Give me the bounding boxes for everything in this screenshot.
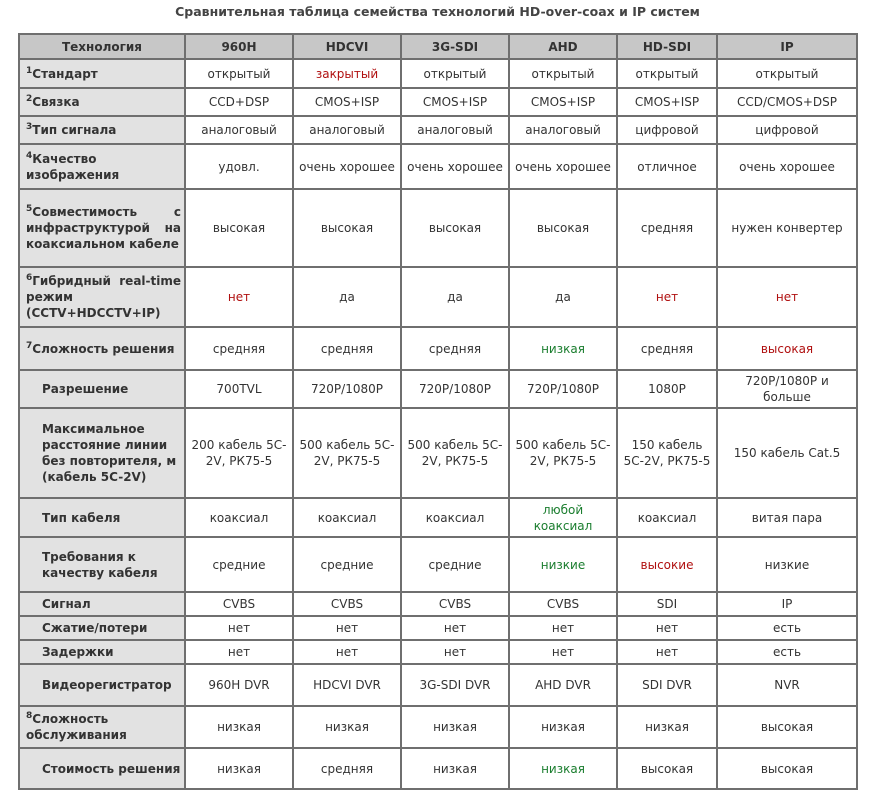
table-row-solution-complexity bbox=[19, 327, 857, 370]
table-cell: удовл. bbox=[185, 144, 293, 189]
table-row-image-quality bbox=[19, 144, 857, 189]
table-row-standard bbox=[19, 59, 857, 88]
table-cell: да bbox=[293, 267, 401, 327]
table-cell: нет bbox=[509, 616, 617, 640]
row-label: $^8$Сложность обслуживания bbox=[19, 706, 185, 748]
row-label: Сигнал bbox=[19, 592, 185, 616]
footnote-number: 2 bbox=[26, 94, 33, 104]
row-label: Тип кабеля bbox=[19, 498, 185, 537]
row-label: $^3$Тип сигнала bbox=[19, 116, 185, 144]
table-cell: низкая bbox=[509, 327, 617, 370]
table-cell: 500 кабель 5C-2V, РК75-5 bbox=[509, 408, 617, 498]
table-cell: CVBS bbox=[185, 592, 293, 616]
header-3g-sdi: 3G-SDI bbox=[401, 34, 509, 59]
table-cell: нет bbox=[617, 616, 717, 640]
row-label: $^6$Гибридный real-time режим (CCTV+HDCCTV+IP) bbox=[19, 267, 185, 327]
row-label: Видеорегистратор bbox=[19, 664, 185, 706]
table-cell: нет bbox=[293, 616, 401, 640]
table-cell: 200 кабель 5C-2V, РК75-5 bbox=[185, 408, 293, 498]
table-cell: нет bbox=[185, 616, 293, 640]
table-row-signal bbox=[19, 592, 857, 616]
table-cell: нет bbox=[617, 267, 717, 327]
table-cell: 720P/1080P bbox=[509, 370, 617, 408]
header-960h: 960H bbox=[185, 34, 293, 59]
table-cell: высокая bbox=[293, 189, 401, 267]
table-cell: средние bbox=[401, 537, 509, 592]
table-cell: низкая bbox=[293, 706, 401, 748]
row-label: Разрешение bbox=[19, 370, 185, 408]
table-cell: CVBS bbox=[401, 592, 509, 616]
table-cell: есть bbox=[717, 616, 857, 640]
table-cell: нет bbox=[509, 640, 617, 664]
table-cell: аналоговый bbox=[293, 116, 401, 144]
table-cell: цифровой bbox=[717, 116, 857, 144]
table-cell: высокая bbox=[717, 748, 857, 789]
footnote-number: 4 bbox=[26, 150, 33, 161]
table-cell: коаксиал bbox=[185, 498, 293, 537]
row-label: $^5$Совместимость с инфраструктурой на коаксиальном кабеле bbox=[19, 189, 185, 267]
table-cell: NVR bbox=[717, 664, 857, 706]
table-cell: высокая bbox=[185, 189, 293, 267]
table-cell: 720P/1080P и больше bbox=[717, 370, 857, 408]
table-cell: открытый bbox=[617, 59, 717, 88]
table-cell: средняя bbox=[293, 748, 401, 789]
table-cell: открытый bbox=[509, 59, 617, 88]
table-cell: очень хорошее bbox=[509, 144, 617, 189]
table-cell: открытый bbox=[185, 59, 293, 88]
table-cell: витая пара bbox=[717, 498, 857, 537]
table-cell: очень хорошее bbox=[717, 144, 857, 189]
table-cell: коаксиал bbox=[293, 498, 401, 537]
table-cell: низкая bbox=[401, 706, 509, 748]
row-label: $^4$Качество изображения bbox=[19, 144, 185, 189]
row-label: Стоимость решения bbox=[19, 748, 185, 789]
header-hdcvi: HDCVI bbox=[293, 34, 401, 59]
table-cell: средние bbox=[185, 537, 293, 592]
table-row-cost bbox=[19, 748, 857, 789]
table-row-maintenance bbox=[19, 706, 857, 748]
table-cell: 3G-SDI DVR bbox=[401, 664, 509, 706]
table-cell: средняя bbox=[293, 327, 401, 370]
table-cell: низкая bbox=[509, 706, 617, 748]
row-label: Требования к качеству кабеля bbox=[19, 537, 185, 592]
table-cell: CCD/CMOS+DSP bbox=[717, 88, 857, 116]
table-cell: нужен конвертер bbox=[717, 189, 857, 267]
table-cell: низкие bbox=[509, 537, 617, 592]
table-cell: низкая bbox=[509, 748, 617, 789]
header-ip: IP bbox=[717, 34, 857, 59]
header-hd-sdi: HD-SDI bbox=[617, 34, 717, 59]
table-cell: AHD DVR bbox=[509, 664, 617, 706]
table-cell: да bbox=[509, 267, 617, 327]
table-cell: нет bbox=[185, 640, 293, 664]
table-row-link bbox=[19, 88, 857, 116]
table-row-cable-type bbox=[19, 498, 857, 537]
table-cell: SDI DVR bbox=[617, 664, 717, 706]
table-cell: средняя bbox=[401, 327, 509, 370]
table-cell: высокая bbox=[509, 189, 617, 267]
table-row-compression bbox=[19, 616, 857, 640]
table-cell: высокая bbox=[717, 706, 857, 748]
row-label: $^1$Стандарт bbox=[19, 59, 185, 88]
table-cell: любой коаксиал bbox=[509, 498, 617, 537]
comparison-table bbox=[18, 33, 858, 790]
row-label: Сжатие/потери bbox=[19, 616, 185, 640]
table-cell: 720P/1080P bbox=[401, 370, 509, 408]
table-cell: CMOS+ISP bbox=[401, 88, 509, 116]
table-cell: CMOS+ISP bbox=[509, 88, 617, 116]
table-title: Сравнительная таблица семейства технологий HD-over-coax и IP систем bbox=[175, 4, 700, 19]
table-row-recorder bbox=[19, 664, 857, 706]
table-cell: аналоговый bbox=[185, 116, 293, 144]
table-cell: цифровой bbox=[617, 116, 717, 144]
table-cell: низкие bbox=[717, 537, 857, 592]
footnote-number: 1 bbox=[26, 65, 33, 76]
table-cell: CMOS+ISP bbox=[293, 88, 401, 116]
table-row-hybrid-mode bbox=[19, 267, 857, 327]
table-row-resolution bbox=[19, 370, 857, 408]
table-cell: коаксиал bbox=[617, 498, 717, 537]
footnote-number: 5 bbox=[26, 204, 33, 214]
table-row-cable-requirements bbox=[19, 537, 857, 592]
table-row-signal-type bbox=[19, 116, 857, 144]
table-cell: высокая bbox=[717, 327, 857, 370]
table-cell: очень хорошее bbox=[293, 144, 401, 189]
table-row-compatibility bbox=[19, 189, 857, 267]
table-cell: высокая bbox=[617, 748, 717, 789]
table-cell: очень хорошее bbox=[401, 144, 509, 189]
table-cell: низкая bbox=[185, 748, 293, 789]
header-technology: Технология bbox=[19, 34, 185, 59]
table-cell: нет bbox=[401, 640, 509, 664]
table-cell: CMOS+ISP bbox=[617, 88, 717, 116]
table-row-max-distance bbox=[19, 408, 857, 498]
table-cell: 960H DVR bbox=[185, 664, 293, 706]
table-cell: нет bbox=[401, 616, 509, 640]
table-cell: 500 кабель 5C-2V, РК75-5 bbox=[293, 408, 401, 498]
table-cell: 500 кабель 5C-2V, РК75-5 bbox=[401, 408, 509, 498]
table-cell: да bbox=[401, 267, 509, 327]
footnote-number: 3 bbox=[26, 122, 33, 132]
table-cell: есть bbox=[717, 640, 857, 664]
table-cell: 720P/1080P bbox=[293, 370, 401, 408]
table-cell: 1080P bbox=[617, 370, 717, 408]
table-cell: нет bbox=[293, 640, 401, 664]
row-label: $^7$Сложность решения bbox=[19, 327, 185, 370]
table-cell: нет bbox=[717, 267, 857, 327]
table-cell: низкая bbox=[617, 706, 717, 748]
table-cell: CVBS bbox=[293, 592, 401, 616]
table-cell: средние bbox=[293, 537, 401, 592]
table-cell: нет bbox=[617, 640, 717, 664]
table-cell: IP bbox=[717, 592, 857, 616]
row-label: Максимальное расстояние линии без повторителя, м (кабель 5C-2V) bbox=[19, 408, 185, 498]
table-cell: аналоговый bbox=[509, 116, 617, 144]
table-cell: низкая bbox=[401, 748, 509, 789]
table-cell: высокие bbox=[617, 537, 717, 592]
table-row-latency bbox=[19, 640, 857, 664]
table-cell: средняя bbox=[617, 327, 717, 370]
table-cell: SDI bbox=[617, 592, 717, 616]
table-cell: открытый bbox=[717, 59, 857, 88]
header-row bbox=[19, 34, 857, 59]
table-cell: открытый bbox=[401, 59, 509, 88]
table-cell: нет bbox=[185, 267, 293, 327]
table-cell: средняя bbox=[617, 189, 717, 267]
table-cell: CCD+DSP bbox=[185, 88, 293, 116]
table-cell: закрытый bbox=[293, 59, 401, 88]
table-cell: отличное bbox=[617, 144, 717, 189]
table-cell: низкая bbox=[185, 706, 293, 748]
table-cell: 150 кабель 5C-2V, РК75-5 bbox=[617, 408, 717, 498]
footnote-number: 6 bbox=[26, 273, 33, 283]
footnote-number: 7 bbox=[26, 340, 33, 351]
footnote-number: 8 bbox=[26, 711, 33, 721]
row-label: $^2$Связка bbox=[19, 88, 185, 116]
row-label: Задержки bbox=[19, 640, 185, 664]
header-ahd: AHD bbox=[509, 34, 617, 59]
table-cell: аналоговый bbox=[401, 116, 509, 144]
table-cell: коаксиал bbox=[401, 498, 509, 537]
table-cell: 150 кабель Cat.5 bbox=[717, 408, 857, 498]
table-cell: высокая bbox=[401, 189, 509, 267]
table-cell: HDCVI DVR bbox=[293, 664, 401, 706]
table-cell: CVBS bbox=[509, 592, 617, 616]
table-cell: 700TVL bbox=[185, 370, 293, 408]
table-cell: средняя bbox=[185, 327, 293, 370]
